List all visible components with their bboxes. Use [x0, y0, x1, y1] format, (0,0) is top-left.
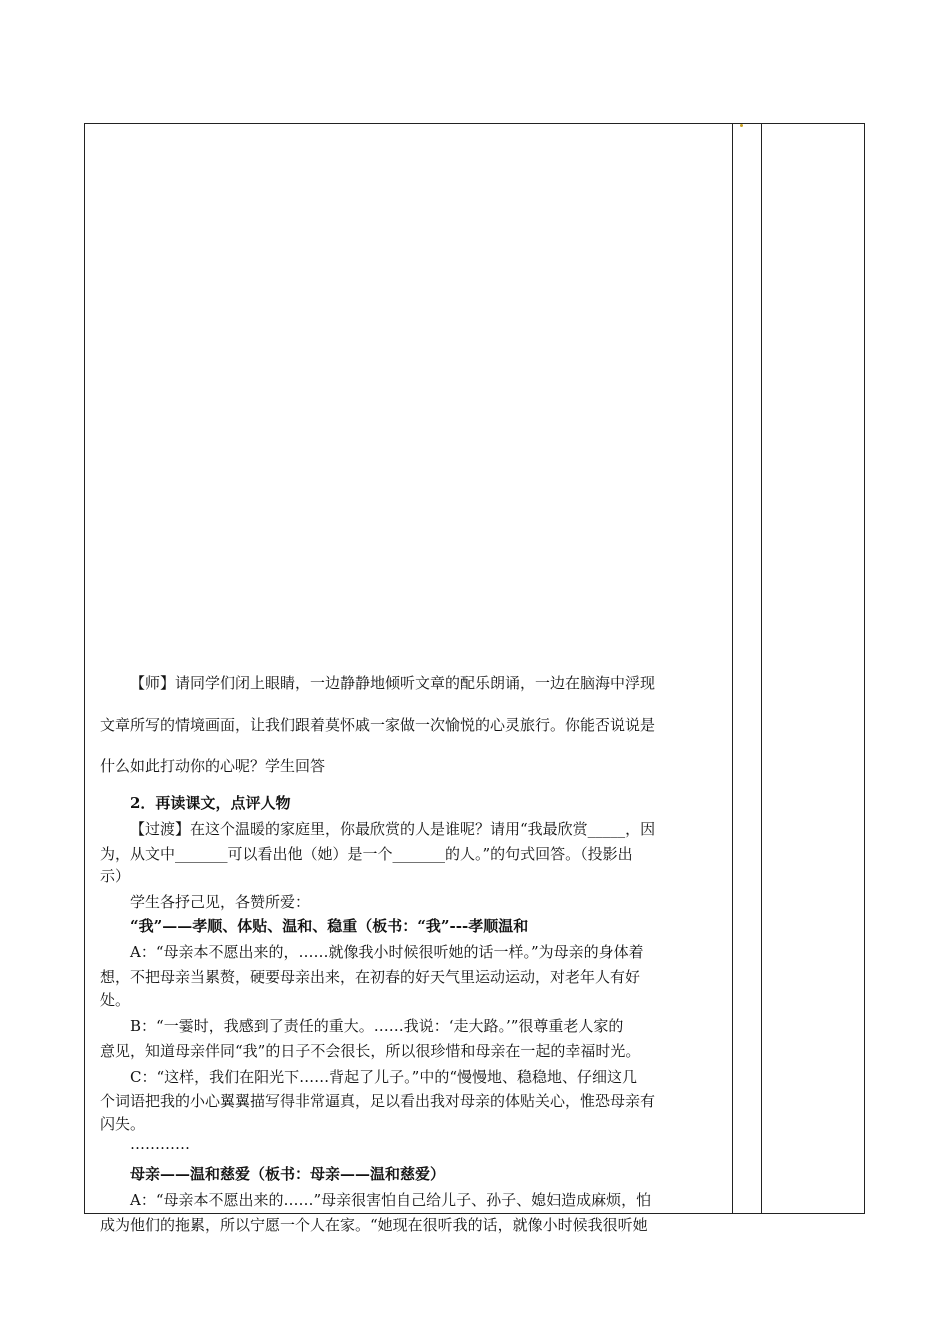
decorative-dot — [740, 124, 743, 127]
answer-b-line: B：“一霎时，我感到了责任的重大。……我说：‘走大路。’”很尊重老人家的 — [130, 1017, 624, 1035]
section-heading: 2．再读课文，点评人物 — [130, 794, 291, 812]
character-heading-me: “我”——孝顺、体贴、温和、稳重（板书：“我”---孝顺温和 — [130, 917, 529, 935]
table-column-divider — [761, 123, 762, 1214]
answer-a-line: 想，不把母亲当累赘，硬要母亲出来，在初春的好天气里运动运动，对老年人有好 — [100, 968, 641, 986]
student-answers-intro: 学生各抒己见，各赞所爱： — [130, 893, 311, 911]
mother-answer-line: 成为他们的拖累，所以宁愿一个人在家。“她现在很听我的话，就像小时候我很听她 — [100, 1216, 648, 1234]
teacher-prompt-line: 【师】请同学们闭上眼睛，一边静静地倾听文章的配乐朗诵，一边在脑海中浮现 — [130, 674, 656, 692]
transition-line: 为，从文中_______可以看出他（她）是一个_______的人。”的句式回答。（投影出 — [100, 845, 633, 863]
character-heading-mother: 母亲——温和慈爱（板书：母亲——温和慈爱） — [130, 1165, 446, 1183]
answer-c-line: 闪失。 — [100, 1115, 146, 1133]
teacher-prompt-line: 什么如此打动你的心呢？学生回答 — [100, 757, 326, 775]
table-column-divider — [732, 123, 733, 1214]
mother-answer-line: A：“母亲本不愿出来的……”母亲很害怕自己给儿子、孙子、媳妇造成麻烦，怕 — [130, 1191, 652, 1209]
teacher-prompt-line: 文章所写的情境画面，让我们跟着莫怀戚一家做一次愉悦的心灵旅行。你能否说说是 — [100, 716, 656, 734]
answer-b-line: 意见，知道母亲伴同“我”的日子不会很长，所以很珍惜和母亲在一起的幸福时光。 — [100, 1042, 641, 1060]
transition-line: 【过渡】在这个温暖的家庭里，你最欣赏的人是谁呢？请用“我最欣赏_____，因 — [130, 820, 656, 838]
answer-a-line: 处。 — [100, 991, 131, 1009]
ellipsis-line: ………… — [130, 1135, 190, 1153]
answer-c-line: C：“这样，我们在阳光下……背起了儿子。”中的“慢慢地、稳稳地、仔细这几 — [130, 1068, 637, 1086]
answer-c-line: 个词语把我的小心翼翼描写得非常逼真，足以看出我对母亲的体贴关心，惟恐母亲有 — [100, 1092, 656, 1110]
transition-line: 示） — [100, 867, 131, 885]
answer-a-line: A：“母亲本不愿出来的，……就像我小时候很听她的话一样。”为母亲的身体着 — [130, 943, 644, 961]
